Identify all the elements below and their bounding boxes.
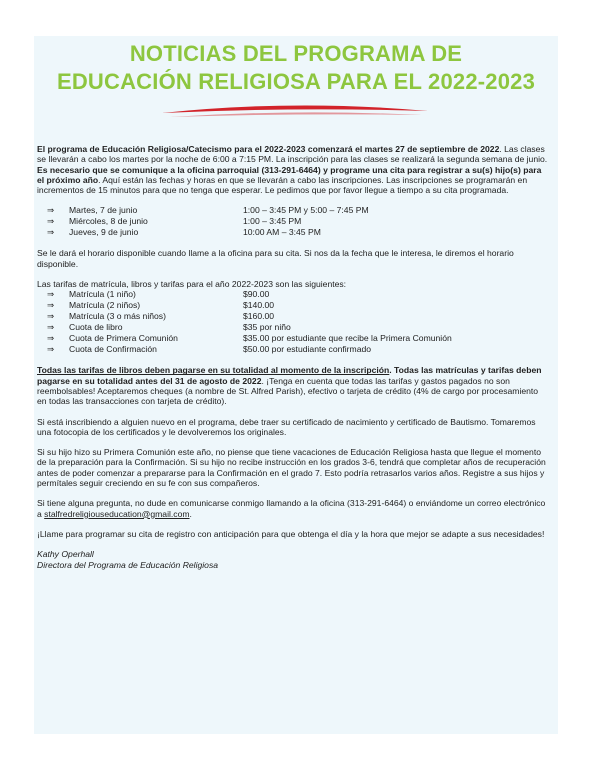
arrow-icon: ⇒ [47, 322, 55, 333]
arrow-icon: ⇒ [47, 289, 55, 300]
payment-details: . ¡Tenga en cuenta que todas las tarifas y gastos pagados no son reembolsables! Aceptaremos cheques (a nombre de St. Alfred Parish), efectivo o tarjeta de crédito (4% de cargo por procesamiento en todas las transacciones con tarjeta de crédito). [37, 375, 539, 407]
signature-name: Kathy Operhall [37, 549, 94, 560]
communion-paragraph: Si su hijo hizo su Primera Comunión este año, no piense que tiene vacaciones de Educación Religiosa hasta que llegue el momento de la preparación para la Confirmación. Si su hijo no recibe instrucción en los grados 3-6, tendrá que completar años de recuperación antes de poder comenzar a prepararse para la Confirmación en el grado 7. Esto podría retrasarlos varios años. Registre a sus hijos y permítales seguir creciendo en su fe con sus compañeros. [37, 447, 546, 489]
schedule-note: Se le dará el horario disponible cuando llame a la oficina para su cita. Si nos da la fecha que le interesa, le diremos el horario disponible. [37, 248, 514, 269]
fees-list [37, 289, 549, 355]
arrow-icon: ⇒ [47, 227, 55, 238]
intro-class-info: Las clases se llevarán a cabo los martes por la noche de 6:00 a 7:15 PM. La inscripción para las clases se realizará la segunda semana de junio. [37, 144, 548, 165]
arrow-icon: ⇒ [47, 205, 55, 216]
list-item: ⇒ Martes, 7 de junio 1:00 – 3:45 PM y 5:00 – 7:45 PM [37, 205, 549, 216]
fees-intro: Las tarifas de matrícula, libros y tarifas para el año 2022-2023 son las siguientes: [37, 279, 347, 290]
payment-deadline: . Todas las matrículas y tarifas deben pagarse en su totalidad antes del 31 de agosto de 2022 [37, 365, 542, 386]
list-item: ⇒ Miércoles, 8 de junio 1:00 – 3:45 PM [37, 216, 549, 227]
title-line-1: NOTICIAS DEL PROGRAMA DE [129, 41, 463, 66]
arrow-icon: ⇒ [47, 311, 55, 322]
contact-paragraph: Si tiene alguna pregunta, no dude en comunicarse conmigo llamando a la oficina (313-291-6464) o enviándome un correo electrónico a stalfredreligiouseducation@gmail.com. [37, 498, 546, 519]
page-title [34, 40, 558, 96]
intro-call-office: Es necesario que se comunique a la oficina parroquial (313-291-6464) y programe una cita para registrar a su(s) hijo(s) para el próximo año [37, 164, 542, 185]
list-item: ⇒ Cuota de libro $35 por niño [37, 322, 549, 333]
arrow-icon: ⇒ [47, 333, 55, 344]
intro-paragraph: El programa de Educación Religiosa/Catecismo para el 2022-2023 comenzará el martes 27 de septiembre de 2022. Las clases se llevarán a cabo los martes por la noche de 6:00 a 7:15 PM. La inscripción para las clases se realizará la segunda semana de junio. Es necesario que se comunique a la oficina parroquial (313-291-6464) y programe una cita para registrar a su(s) hijo(s) para el próximo año. Aquí están las fechas y horas en que se llevarán a cabo las inscripciones. Las inscripciones se programarán en incrementos de 15 minutos para que no tenga que esperar. Le pedimos que por favor llegue a tiempo a su cita programada. [37, 144, 548, 196]
title-line-2: EDUCACIÓN RELIGIOSA PARA EL 2022-2023 [56, 69, 536, 94]
list-item: ⇒ Cuota de Primera Comunión $35.00 por estudiante que recibe la Primera Comunión [37, 333, 549, 344]
email-link[interactable]: stalfredreligiouseducation@gmail.com [44, 508, 190, 519]
signature-role: Directora del Programa de Educación Religiosa [37, 559, 219, 570]
list-item: ⇒ Jueves, 9 de junio 10:00 AM – 3:45 PM [37, 227, 549, 238]
intro-registration-info: . Aquí están las fechas y horas en que se llevarán a cabo las inscripciones. Las inscripciones se programarán en incrementos de 15 minutos para que no tenga que esperar. Le pedimos que por favor llegue a tiempo a su cita programada. [37, 174, 528, 196]
newsletter-body [37, 144, 549, 570]
decorative-swoosh [160, 101, 430, 125]
payment-paragraph [37, 365, 549, 406]
list-item: ⇒ Matrícula (2 niños) $140.00 [37, 300, 549, 311]
certificates-paragraph: Si está inscribiendo a alguien nuevo en el programa, debe traer su certificado de nacimiento y certificado de Bautismo. Tomaremos una fotocopia de los certificados y le devolveremos los originales. [37, 416, 536, 437]
closing-paragraph: ¡Llame para programar su cita de registro con anticipación para que obtenga el día y la hora que mejor se adapte a sus necesidades! [37, 528, 545, 539]
arrow-icon: ⇒ [47, 344, 55, 355]
list-item: ⇒ Matrícula (3 o más niños) $160.00 [37, 311, 549, 322]
list-item: ⇒ Matrícula (1 niño) $90.00 [37, 289, 549, 300]
payment-books-notice: Todas las tarifas de libros deben pagarse en su totalidad al momento de la inscripción [37, 365, 390, 376]
list-item: ⇒ Cuota de Confirmación $50.00 por estudiante confirmado [37, 344, 549, 355]
schedule-list [37, 205, 549, 238]
intro-start-date: El programa de Educación Religiosa/Catecismo para el 2022-2023 comenzará el martes 27 de septiembre de 2022 [37, 144, 500, 154]
arrow-icon: ⇒ [47, 216, 55, 227]
arrow-icon: ⇒ [47, 300, 55, 311]
